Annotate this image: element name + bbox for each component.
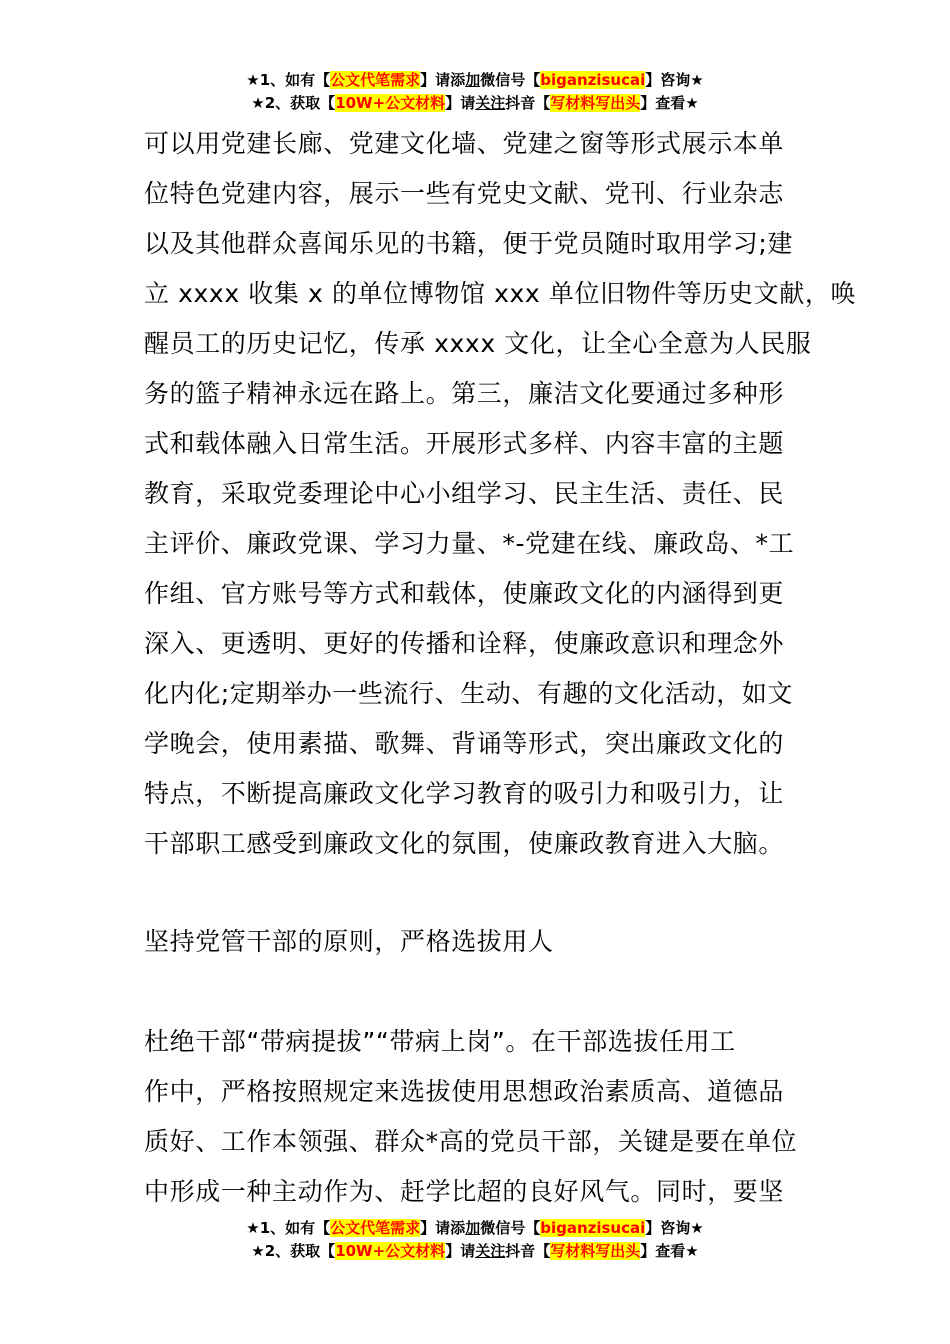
banner-underlined-text: 关注 (475, 1242, 506, 1260)
banner-text: ★2、获取【 (251, 1242, 336, 1260)
banner-text: 】咨询★ (645, 71, 704, 89)
text-line: 化内化;定期举办一些流行、生动、有趣的文化活动，如文 (144, 679, 794, 708)
banner-text: ★1、如有【 (246, 71, 331, 89)
text-line: 杜绝干部“带病提拔”“带病上岗”。在干部选拔任用工 (144, 1027, 736, 1056)
banner-text: 】咨询★ (645, 1219, 704, 1237)
paragraph-2 (144, 1017, 808, 1217)
banner-text: 】查看★ (640, 94, 699, 112)
banner-text: 】请 (445, 1242, 476, 1260)
text-line: 醒员工的历史记忆，传承 xxxx 文化，让全心全意为人民服 (144, 329, 812, 358)
text-line: 学晚会，使用素描、歌舞、背诵等形式，突出廉政文化的 (144, 729, 785, 758)
text-line: 主评价、廉政党课、学习力量、*-党建在线、廉政岛、*工 (144, 529, 795, 558)
bottom-banner (0, 1217, 950, 1263)
text-line: 教育，采取党委理论中心小组学习、民主生活、责任、民 (144, 479, 785, 508)
banner-text: ★2、获取【 (251, 94, 336, 112)
text-line: 中形成一种主动作为、赶学比超的良好风气。同时，要坚 (144, 1177, 785, 1206)
banner-highlight: 写材料写出头 (550, 1242, 641, 1260)
section-heading (144, 917, 808, 967)
banner-highlight: biganzisucai (540, 71, 646, 89)
text-line: 特点，不断提高廉政文化学习教育的吸引力和吸引力，让 (144, 779, 785, 808)
banner-underlined-text: 加 (465, 1219, 481, 1237)
banner-text: 抖音【 (505, 1242, 551, 1260)
banner-text: ★1、如有【 (246, 1219, 331, 1237)
banner-text: 】请添 (420, 1219, 466, 1237)
text-line: 可以用党建长廊、党建文化墙、党建之窗等形式展示本单 (144, 129, 785, 158)
banner-text: 微信号【 (480, 71, 541, 89)
text-line: 以及其他群众喜闻乐见的书籍，便于党员随时取用学习;建 (144, 229, 794, 258)
text-line: 深入、更透明、更好的传播和诠释，使廉政意识和理念外 (144, 629, 785, 658)
banner-line-2 (0, 92, 950, 115)
text-line: 作中，严格按照规定来选拔使用思想政治素质高、道德品 (144, 1077, 785, 1106)
banner-line-1 (0, 69, 950, 92)
banner-text: 】请添 (420, 71, 466, 89)
banner-underlined-text: 加 (465, 71, 481, 89)
text-line: 立 xxxx 收集 x 的单位博物馆 xxx 单位旧物件等历史文献，唤 (144, 279, 857, 308)
banner-text: 抖音【 (505, 94, 551, 112)
text-line: 务的篮子精神永远在路上。第三，廉洁文化要通过多种形 (144, 379, 785, 408)
banner-text: 】查看★ (640, 1242, 699, 1260)
text-line: 干部职工感受到廉政文化的氛围，使廉政教育进入大脑。 (144, 829, 785, 858)
banner-highlight: 公文代笔需求 (330, 1219, 421, 1237)
banner-highlight: 公文代笔需求 (330, 71, 421, 89)
heading-text: 坚持党管干部的原则，严格选拔用人 (144, 927, 554, 956)
text-line: 位特色党建内容，展示一些有党史文献、党刊、行业杂志 (144, 179, 785, 208)
text-line: 质好、工作本领强、群众*高的党员干部，关键是要在单位 (144, 1127, 798, 1156)
top-banner (0, 69, 950, 115)
banner-highlight: 10W+公文材料 (335, 1242, 446, 1260)
banner-highlight: 写材料写出头 (550, 94, 641, 112)
paragraph-1 (144, 119, 857, 869)
banner-highlight: biganzisucai (540, 1219, 646, 1237)
text-line: 式和载体融入日常生活。开展形式多样、内容丰富的主题 (144, 429, 785, 458)
text-line: 作组、官方账号等方式和载体，使廉政文化的内涵得到更 (144, 579, 785, 608)
banner-underlined-text: 关注 (475, 94, 506, 112)
banner-text: 】请 (445, 94, 476, 112)
banner-highlight: 10W+公文材料 (335, 94, 446, 112)
banner-line-1 (0, 1217, 950, 1240)
banner-text: 微信号【 (480, 1219, 541, 1237)
banner-line-2 (0, 1240, 950, 1263)
